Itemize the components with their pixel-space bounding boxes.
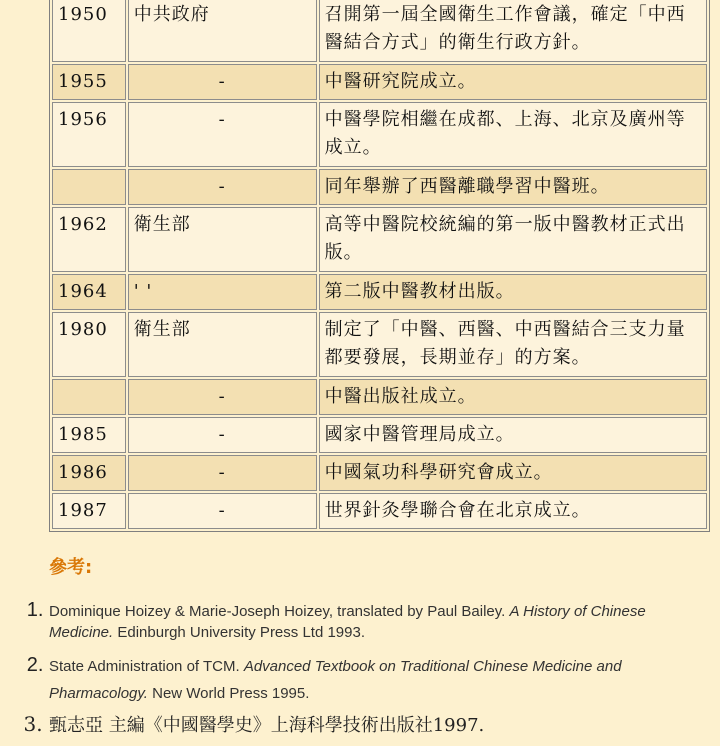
organization-cell: ' ' [128,274,317,310]
reference-title: Advanced Textbook on Traditional Chinese Medicine and Pharmacology. [49,658,622,702]
year-cell: 1987 [52,493,126,529]
event-cell: 中醫學院相繼在成都、上海、北京及廣州等成立。 [319,102,707,167]
history-timeline-table [49,0,710,532]
year-cell: 1980 [52,312,126,377]
year-cell: 1955 [52,64,126,100]
year-cell: 1964 [52,274,126,310]
table-row [52,379,707,415]
table-row [52,417,707,453]
reference-item [49,652,689,707]
table-row [52,274,707,310]
table-row [52,64,707,100]
year-cell [52,379,126,415]
reference-text: 甄志亞 主編《中國醫學史》上海科學技術出版社1997. [49,715,485,736]
table-row [52,207,707,272]
organization-cell: - [128,493,317,529]
event-cell: 中國氣功科學研究會成立。 [319,455,707,491]
table-row [52,455,707,491]
organization-cell: - [128,379,317,415]
reference-text: State Administration of TCM. [49,658,244,675]
year-cell: 1985 [52,417,126,453]
event-cell: 國家中醫管理局成立。 [319,417,707,453]
organization-cell: 衛生部 [128,312,317,377]
year-cell [52,169,126,205]
event-cell: 第二版中醫教材出版。 [319,274,707,310]
organization-cell: - [128,64,317,100]
event-cell: 世界針灸學聯合會在北京成立。 [319,493,707,529]
year-cell: 1962 [52,207,126,272]
table-row [52,312,707,377]
event-cell: 召開第一屆全國衛生工作會議，確定「中西醫結合方式」的衛生行政方針。 [319,0,707,62]
reference-item [49,714,689,736]
organization-cell: - [128,455,317,491]
table-row [52,493,707,529]
reference-title: A History of Chinese Medicine. [49,603,646,641]
reference-publisher: Edinburgh University Press Ltd 1993. [113,624,366,641]
organization-cell: - [128,169,317,205]
year-cell: 1986 [52,455,126,491]
event-cell: 制定了「中醫、西醫、中西醫結合三支力量都要發展，長期並存」的方案。 [319,312,707,377]
reference-publisher: New World Press 1995. [147,685,310,702]
reference-text: Dominique Hoizey & Marie-Joseph Hoizey, translated by Paul Bailey. [49,603,510,620]
organization-cell: 中共政府 [128,0,317,62]
event-cell: 中醫出版社成立。 [319,379,707,415]
organization-cell: - [128,102,317,167]
event-cell: 同年舉辦了西醫離職學習中醫班。 [319,169,707,205]
event-cell: 高等中醫院校統編的第一版中醫教材正式出版。 [319,207,707,272]
organization-cell: - [128,417,317,453]
organization-cell: 衛生部 [128,207,317,272]
table-row [52,0,707,62]
year-cell: 1956 [52,102,126,167]
references-heading: 參考: [49,557,93,578]
year-cell: 1950 [52,0,126,62]
table-row [52,102,707,167]
references-list [0,600,689,746]
event-cell: 中醫研究院成立。 [319,64,707,100]
reference-item [49,600,689,643]
table-row [52,169,707,205]
